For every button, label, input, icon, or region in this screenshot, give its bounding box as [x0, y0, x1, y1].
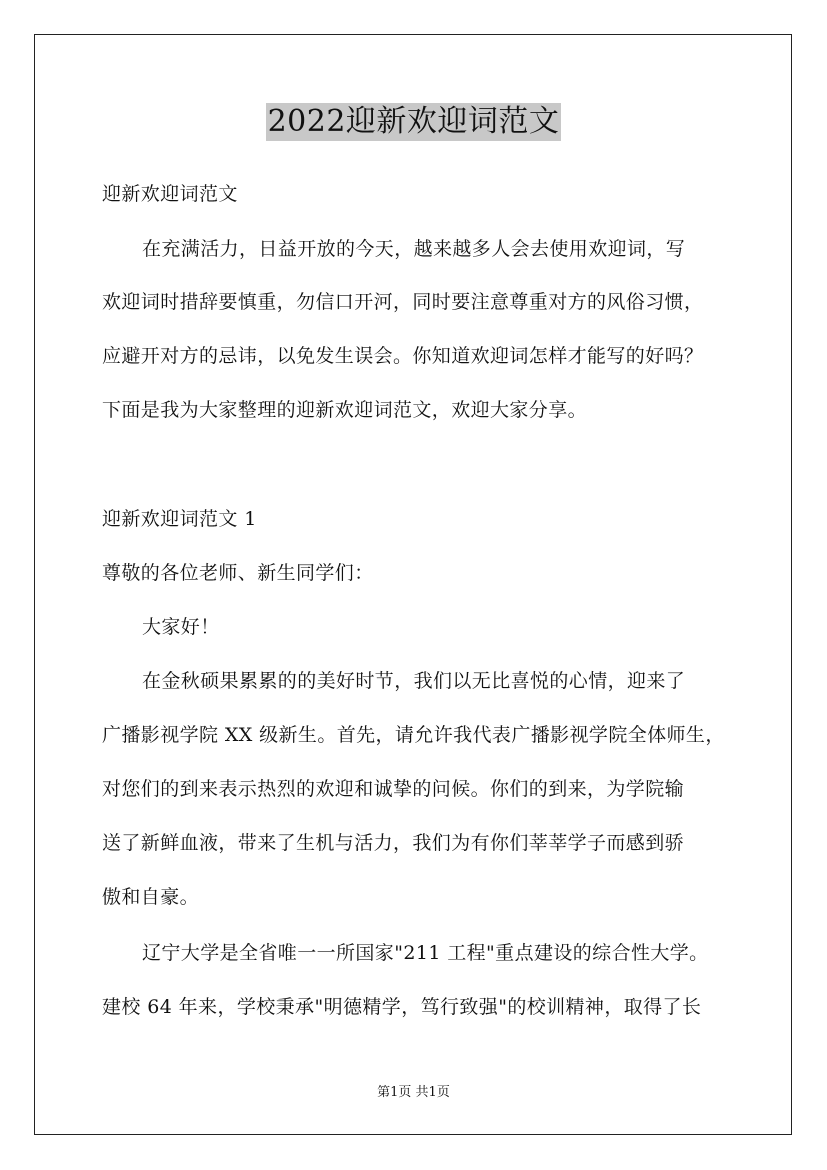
paragraph-line: 送了新鲜血液，带来了生机与活力，我们为有你们莘莘学子而感到骄	[102, 832, 685, 854]
paragraph-line: 在金秋硕果累累的的美好时节，我们以无比喜悦的心情，迎来了	[142, 670, 686, 692]
section-heading: 迎新欢迎词范文	[102, 183, 238, 205]
paragraph-line: 在充满活力，日益开放的今天，越来越多人会去使用欢迎词，写	[142, 238, 686, 260]
salutation: 尊敬的各位老师、新生同学们：	[102, 562, 374, 584]
section-heading: 迎新欢迎词范文 1	[102, 508, 257, 530]
paragraph-line: 辽宁大学是全省唯一一所国家"211 工程"重点建设的综合性大学。	[142, 942, 709, 964]
paragraph-line: 傲和自豪。	[102, 886, 200, 908]
paragraph-line: 欢迎词时措辞要慎重，勿信口开河，同时要注意尊重对方的风俗习惯，	[102, 291, 704, 313]
paragraph-line: 应避开对方的忌讳，以免发生误会。你知道欢迎词怎样才能写的好吗？	[102, 345, 704, 367]
paragraph-line: 建校 64 年来，学校秉承"明德精学，笃行致强"的校训精神，取得了长	[102, 996, 702, 1018]
paragraph-line: 下面是我为大家整理的迎新欢迎词范文，欢迎大家分享。	[102, 399, 588, 421]
title-container	[0, 103, 827, 141]
paragraph-line: 对您们的到来表示热烈的欢迎和诚挚的问候。你们的到来，为学院输	[102, 778, 685, 800]
paragraph-line: 广播影视学院 XX 级新生。首先，请允许我代表广播影视学院全体师生，	[102, 724, 725, 746]
page-number-footer: 第1页 共1页	[377, 1085, 450, 1100]
greeting: 大家好！	[142, 616, 220, 638]
document-title: 2022迎新欢迎词范文	[267, 104, 560, 139]
